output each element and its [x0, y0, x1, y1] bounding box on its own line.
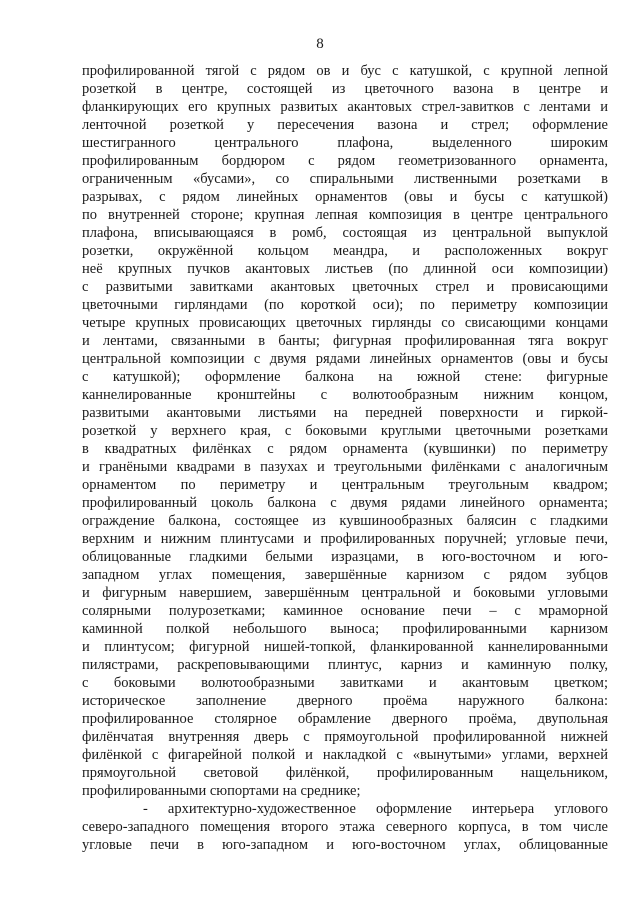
- text-line: неё крупных пучков акантовых листьев (по длинной оси композиции): [82, 261, 608, 277]
- text-line: ограниченным «бусами», со спиральными лиственными розетками в: [82, 171, 608, 187]
- text-line: облицованные гладкими белыми изразцами, в юго-восточном и юго-: [82, 549, 608, 565]
- text-line: розетки, окружённой кольцом меандра, и расположенных вокруг: [82, 243, 608, 259]
- text-line: и плинтусом; фигурной нишей-топкой, фланкированной каннелированными: [82, 639, 608, 655]
- text-line: филёнчатая внутренняя дверь с прямоугольной профилированной нижней: [82, 729, 608, 745]
- text-line: розеткой в центре, состоящей из цветочного вазона в центре и: [82, 81, 608, 97]
- text-line: плафона, вписывающаяся в ромб, состоящая из центральной выпуклой: [82, 225, 608, 241]
- text-line: орнаментом по периметру и центральным треугольным квадром;: [82, 477, 608, 493]
- text-line: профилированное столярное обрамление дверного проёма, двупольная: [82, 711, 608, 727]
- text-line: - архитектурно-художественное оформление интерьера углового: [143, 801, 608, 817]
- text-line: профилированной тягой с рядом ов и бус с катушкой, с крупной лепной: [82, 63, 608, 79]
- text-line: с развитыми завитками акантовых цветочных стрел и провисающими: [82, 279, 608, 295]
- text-line: развитыми акантовыми листьями на передней поверхности и гиркой-: [82, 405, 608, 421]
- text-line: и гранёными квадрами в пазухах и треугольными филёнками с аналогичным: [82, 459, 608, 475]
- text-line: с боковыми волютообразными завитками и акантовым цветком;: [82, 675, 608, 691]
- text-line: фланкирующих его крупных развитых акантовых стрел-завитков с лентами и: [82, 99, 608, 115]
- text-line: каминной полкой небольшого выноса; профилированными карнизом: [82, 621, 608, 637]
- text-line: прямоугольной световой филёнкой, профилированным нащельником,: [82, 765, 608, 781]
- text-line: западном углах помещения, завершённые карнизом с рядом зубцов: [82, 567, 608, 583]
- text-line: розеткой у верхнего края, с боковыми круглыми цветочными розетками: [82, 423, 608, 439]
- text-line: четыре крупных провисающих цветочных гирлянды со свисающими концами: [82, 315, 608, 331]
- text-line: профилированный цоколь балкона с двумя рядами линейного орнамента;: [82, 495, 608, 511]
- text-line: шестигранного центрального плафона, выделенного широким: [82, 135, 608, 151]
- text-line: северо-западного помещения второго этажа северного корпуса, в том числе: [82, 819, 608, 835]
- text-line: историческое заполнение дверного проёма наружного балкона:: [82, 693, 608, 709]
- text-line: с катушкой); оформление балкона на южной стене: фигурные: [82, 369, 608, 385]
- text-line: угловые печи в юго-западном и юго-восточном углах, облицованные: [82, 837, 608, 853]
- text-line: и лентами, связанными в банты; фигурная профилированная тяга вокруг: [82, 333, 608, 349]
- page-number: 8: [316, 36, 324, 52]
- text-line: пилястрами, раскреповывающими плинтус, карниз и каминную полку,: [82, 657, 608, 673]
- text-line: и фигурным навершием, завершённым центральной и боковыми угловыми: [82, 585, 608, 601]
- text-line: цветочными гирляндами (по короткой оси); по периметру композиции: [82, 297, 608, 313]
- text-line: профилированным бордюром с рядом геометризованного орнамента,: [82, 153, 608, 169]
- text-line: ограждение балкона, состоящее из кувшинообразных балясин с гладкими: [82, 513, 608, 529]
- text-line: филёнкой с фигарейной полкой и накладкой с «вынутыми» углами, верхней: [82, 747, 608, 763]
- body-text: [82, 62, 608, 854]
- text-line: разрывах, с рядом линейных орнаментов (овы и бусы с катушкой): [82, 189, 608, 205]
- text-line: солярными полурозетками; каминное основание печи – с мраморной: [82, 603, 608, 619]
- text-line: верхним и нижним плинтусами и профилированных поручней; угловые печи,: [82, 531, 608, 547]
- text-line: профилированными сюпортами на среднике;: [82, 783, 361, 799]
- text-line: в квадратных филёнках с рядом орнамента (кувшинки) по периметру: [82, 441, 608, 457]
- text-line: центральной композиции с двумя рядами линейных орнаментов (овы и бусы: [82, 351, 608, 367]
- text-line: ленточной розеткой у пересечения вазона и стрел; оформление: [82, 117, 608, 133]
- text-line: каннелированные кронштейны с волютообразным нижним концом,: [82, 387, 608, 403]
- text-line: по внутренней стороне; крупная лепная композиция в центре центрального: [82, 207, 608, 223]
